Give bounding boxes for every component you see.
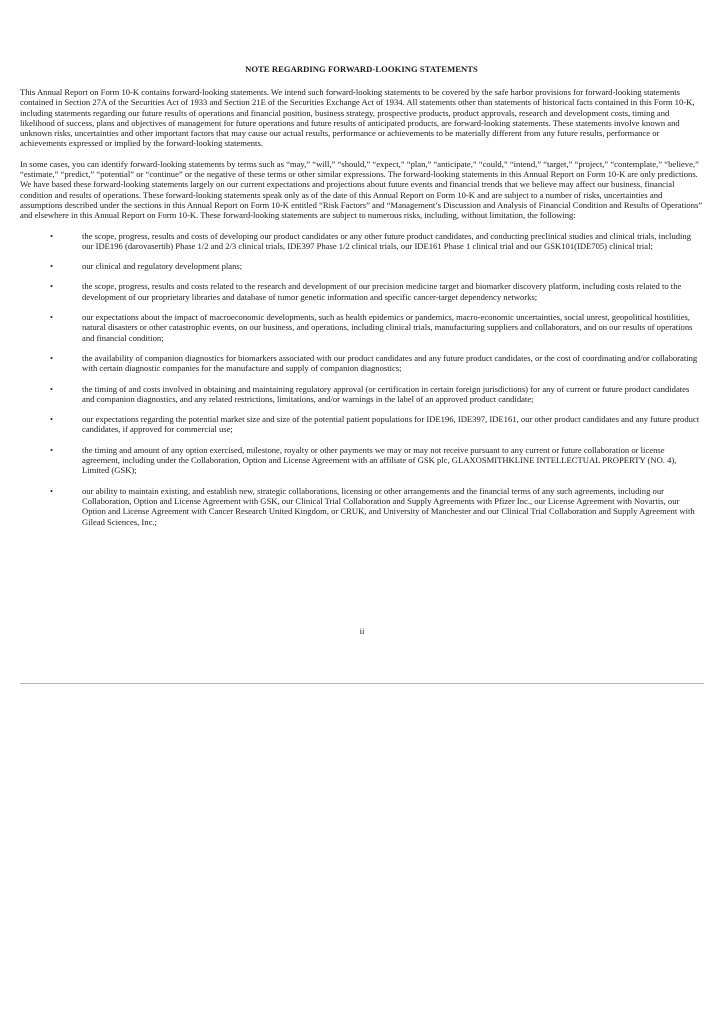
bullet-text: the availability of companion diagnostics for biomarkers associated with our product candidates and any future product candidates, or the cost of coordinating and/or collaborating with certain diagnostic companies for the manufacture and supply of companion diagnostics; [82,352,698,374]
bullet-icon: • [50,485,54,496]
bullet-text: our expectations about the impact of macroeconomic developments, such as health epidemics or pandemics, macro-economic uncertainties, social unrest, geopolitical hostilities, natural disasters or other catastrophic events, on our business, and operations, including clinical trials, manufacturing suppliers and collaborators, and on our results of operations and financial condition; [82,312,693,343]
bullet-icon: • [50,261,54,272]
intro-paragraph: This Annual Report on Form 10-K contains forward-looking statements. We intend such forward-looking statements to be covered by the safe harbor provisions for forward-looking statements contained in Section 27A of the Securities Act of 1933 and Section 21E of the Securities Exchange Act of 1934. All statements other than statements of historical facts contained in this Form 10-K, including statements regarding our future results of operations and financial position, business strategy, prospective products, product approvals, research and development costs, timing and likelihood of success, plans and objectives of management for future operations and future results of anticipated products, are forward-looking statements. These statements involve known and unknown risks, uncertainties and other important factors that may cause our actual results, performance or achievements to be materially different from any future results, performance or achievements expressed or implied by the forward-looking statements. [20,87,695,149]
bullet-icon: • [50,444,54,455]
list-item [20,445,703,476]
bullet-icon: • [50,414,54,425]
list-item [20,414,703,435]
list-item [20,281,703,302]
bullet-text: our clinical and regulatory development plans; [82,261,243,272]
risk-bullet-list [20,231,703,527]
list-item [20,261,703,271]
list-item [20,312,703,343]
list-item [20,486,703,527]
bullet-text: the timing and amount of any option exercised, milestone, royalty or other payments we may or may not receive pursuant to any current or future collaboration or license agreement, including under the Collaboration, Option and License Agreement with an affiliate of GSK plc, GLAXOSMITHKLINE INTELLECTUAL PROPERTY (NO. 4), Limited (GSK); [82,444,677,476]
section-title: NOTE REGARDING FORWARD-LOOKING STATEMENTS [245,64,478,74]
bullet-icon: • [50,383,54,394]
bullet-icon: • [50,230,54,241]
bullet-text: the scope, progress, results and costs of developing our product candidates or any other future product candidates, and conducting preclinical studies and clinical trials, including our IDE196 (darovasertib) Phase 1/2 and 2/3 clinical trials, IDE397 Phase 1/2 clinical trials, our IDE161 Phase 1 clinical trial and our GSK101(IDE705) clinical trial; [82,230,692,251]
list-item [20,231,703,252]
bullet-text: the timing of and costs involved in obtaining and maintaining regulatory approval (or certification in certain foreign jurisdictions) for any of current or future product candidates and companion diagnostics, and any related restrictions, limitations, and/or warnings in the label of an approved product candidate; [82,383,690,404]
bullet-icon: • [50,352,54,363]
document-page [20,64,703,537]
page-number: ii [359,626,365,636]
bullet-text: our expectations regarding the potential market size and size of the potential patient populations for IDE196, IDE397, IDE161, our other product candidates and any future product candidates, if approved for commercial use; [82,414,700,435]
bullet-icon: • [50,281,54,292]
bullet-icon: • [50,312,54,323]
page-divider [20,683,704,684]
bullet-text: the scope, progress, results and costs related to the research and development of our precision medicine target and biomarker discovery platform, including costs related to the development of our proprietary libraries and database of tumor genetic information and specific cancer-target dependency networks; [82,281,682,302]
bullet-text: our ability to maintain existing, and establish new, strategic collaborations, licensing or other arrangements and the financial terms of any such agreements, including our Collaboration, Option and License Agreement with GSK, our Clinical Trial Collaboration and Supply Agreements with Pfizer Inc., our License Agreement with Novartis, our Option and License Agreement with Cancer Research United Kingdom, or CRUK, and University of Manchester and our Clinical Trial Collaboration and Supply Agreement with Gilead Sciences, Inc.; [82,485,695,527]
list-item [20,353,703,374]
list-item [20,384,703,405]
identification-paragraph: In some cases, you can identify forward-looking statements by terms such as “may,” “will,” “should,” “expect,” “plan,” “anticipate,” “could,” “intend,” “target,” “project,” “contemplate,” “believe,” “estimate,” “predict,” “potential” or “continue” or the negative of these terms or other similar expressions. The forward-looking statements in this Annual Report on Form 10-K are only predictions. We have based these forward-looking statements largely on our current expectations and projections about future events and financial trends that we believe may affect our business, financial condition and results of operations. These forward-looking statements speak only as of the date of this Annual Report on Form 10-K and are subject to a number of risks, uncertainties and assumptions described under the sections in this Annual Report on Form 10-K entitled “Risk Factors” and “Management’s Discussion and Analysis of Financial Condition and Results of Operations” and elsewhere in this Annual Report on Form 10-K. These forward-looking statements are subject to numerous risks, including, without limitation, the following: [20,158,703,221]
